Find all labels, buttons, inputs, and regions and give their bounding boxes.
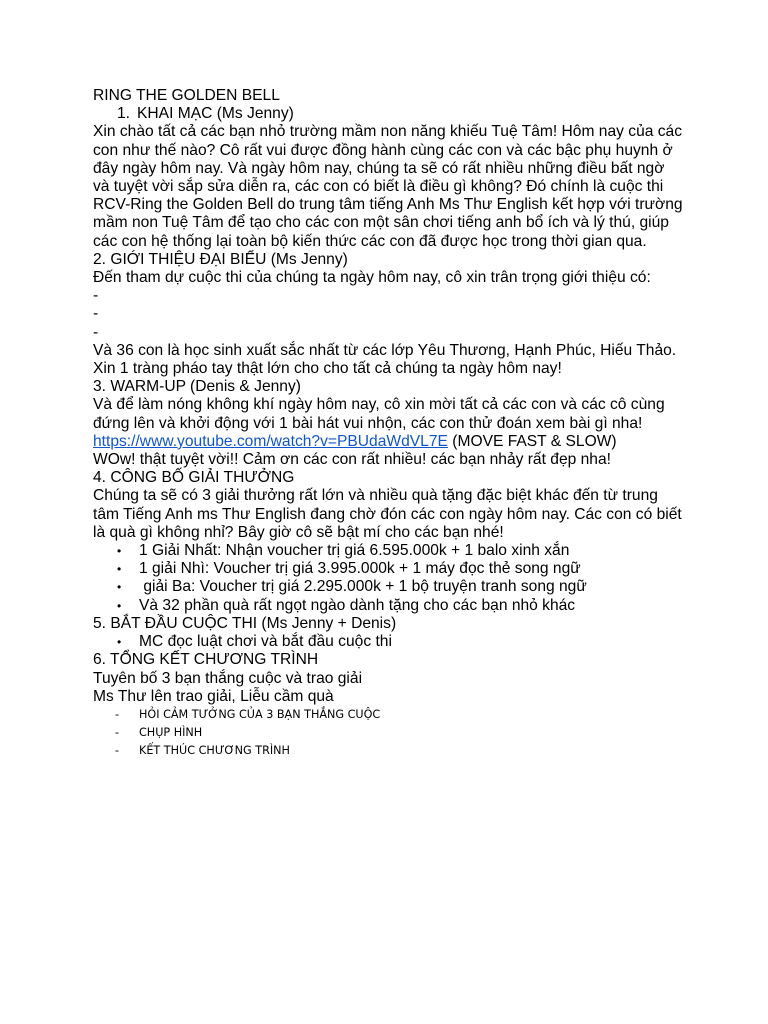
closing-list xyxy=(93,706,683,761)
warmup-link-line xyxy=(93,433,683,451)
section-2-body: Và 36 con là học sinh xuất sắc nhất từ các lớp Yêu Thương, Hạnh Phúc, Hiếu Thảo. Xin 1 tràng pháo tay thật lớn cho cho tất cả chúng ta ngày hôm nay! xyxy=(93,341,677,378)
section-2-heading: 2. GIỚI THIỆU ĐẠI BIỂU (Ms Jenny) xyxy=(93,250,348,268)
prize-text: 1 Giải Nhất: Nhận voucher trị giá 6.595.000k + 1 balo xinh xắn xyxy=(139,542,570,560)
dash-icon: - xyxy=(115,744,120,758)
section-3-heading: 3. WARM-UP (Denis & Jenny) xyxy=(93,378,301,396)
prize-list xyxy=(93,542,683,615)
section-1-body: Xin chào tất cả các bạn nhỏ trường mầm non năng khiếu Tuệ Tâm! Hôm nay của các con như thế nào? Cô rất vui được đồng hành cùng các con và các bậc phụ huynh ở đây ngày hôm nay. Và ngày hôm nay, chúng ta sẽ có rất nhiều những điều bất ngờ và tuyệt vời sắp sửa diễn ra, các con có biết là điều gì không? Đó chính là cuộc thi RCV-Ring the Golden Bell do trung tâm tiếng Anh Ms Thư English kết hợp với trường mầm non Tuệ Tâm để tạo cho các con một sân chơi tiếng anh bổ ích và lý thú, giúp các con hệ thống lại toàn bộ kiến thức các con đã được học trong thời gian qua. xyxy=(93,123,683,250)
section-6-line2: Ms Thư lên trao giải, Liễu cầm quà xyxy=(93,687,334,705)
bullet-icon: • xyxy=(117,635,122,650)
bullet-icon: • xyxy=(117,562,122,577)
bullet-icon: • xyxy=(117,598,122,613)
closing-item-text: KẾT THÚC CHƯƠNG TRÌNH xyxy=(139,744,290,758)
dash-icon: - xyxy=(115,726,120,740)
prize-item xyxy=(93,560,683,578)
section-1-heading xyxy=(93,105,683,123)
section-1-heading-text: KHAI MẠC (Ms Jenny) xyxy=(137,105,294,123)
closing-item xyxy=(93,742,683,760)
section-6-heading: 6. TỔNG KẾT CHƯƠNG TRÌNH xyxy=(93,651,319,669)
guest-placeholder-dash: - xyxy=(93,323,99,341)
youtube-link[interactable]: https://www.youtube.com/watch?v=PBUdaWdVL7E xyxy=(93,432,448,450)
section-5-heading: 5. BẮT ĐẦU CUỘC THI (Ms Jenny + Denis) xyxy=(93,614,397,632)
bullet-icon: • xyxy=(117,544,122,559)
dash-icon: - xyxy=(115,707,120,721)
prize-item xyxy=(93,578,683,596)
section-6-line1: Tuyên bố 3 bạn thắng cuộc và trao giải xyxy=(93,669,363,687)
prize-text: 1 giải Nhì: Voucher trị giá 3.995.000k + 1 máy đọc thẻ song ngữ xyxy=(139,560,581,578)
youtube-link-suffix: (MOVE FAST & SLOW) xyxy=(447,432,617,450)
closing-item xyxy=(93,706,683,724)
prize-text: Và 32 phần quà rất ngọt ngào dành tặng cho các bạn nhỏ khác xyxy=(139,596,576,614)
section-4-body: Chúng ta sẽ có 3 giải thưởng rất lớn và nhiều quà tặng đặc biệt khác đến từ trung tâm Tiếng Anh ms Thư English đang chờ đón các con ngày hôm nay. Các con có biết là quà gì không nhỉ? Bây giờ cô sẽ bật mí cho các bạn nhé! xyxy=(93,487,682,541)
prize-text: giải Ba: Voucher trị giá 2.295.000k + 1 bộ truyện tranh song ngữ xyxy=(139,578,587,596)
section-3-after: WOw! thật tuyệt vời!! Cảm ơn các con rất nhiều! các bạn nhảy rất đẹp nha! xyxy=(93,451,611,469)
prize-item xyxy=(93,597,683,615)
guest-placeholder-dash: - xyxy=(93,287,99,305)
section-5-list xyxy=(93,633,683,651)
section-1-number: 1. xyxy=(117,105,131,123)
bullet-icon: • xyxy=(117,580,122,595)
document-title: RING THE GOLDEN BELL xyxy=(93,87,280,104)
closing-item-text: HỎI CẢM TƯỞNG CỦA 3 BẠN THẮNG CUỘC xyxy=(139,707,381,721)
section-4-heading: 4. CÔNG BỐ GIẢI THƯỞNG xyxy=(93,469,295,487)
closing-item xyxy=(93,724,683,742)
document-page xyxy=(93,87,683,761)
section-5-item xyxy=(93,633,683,651)
prize-item xyxy=(93,542,683,560)
guest-placeholder-dash: - xyxy=(93,305,99,323)
section-2-intro: Đến tham dự cuộc thi của chúng ta ngày hôm nay, cô xin trân trọng giới thiệu có: xyxy=(93,269,651,287)
section-5-item-text: MC đọc luật chơi và bắt đầu cuộc thi xyxy=(139,633,392,651)
section-3-body: Và để làm nóng không khí ngày hôm nay, cô xin mời tất cả các con và các cô cùng đứng lên và khởi động với 1 bài hát vui nhộn, các con thử đoán xem bài gì nha! xyxy=(93,396,665,432)
closing-item-text: CHỤP HÌNH xyxy=(139,726,203,740)
